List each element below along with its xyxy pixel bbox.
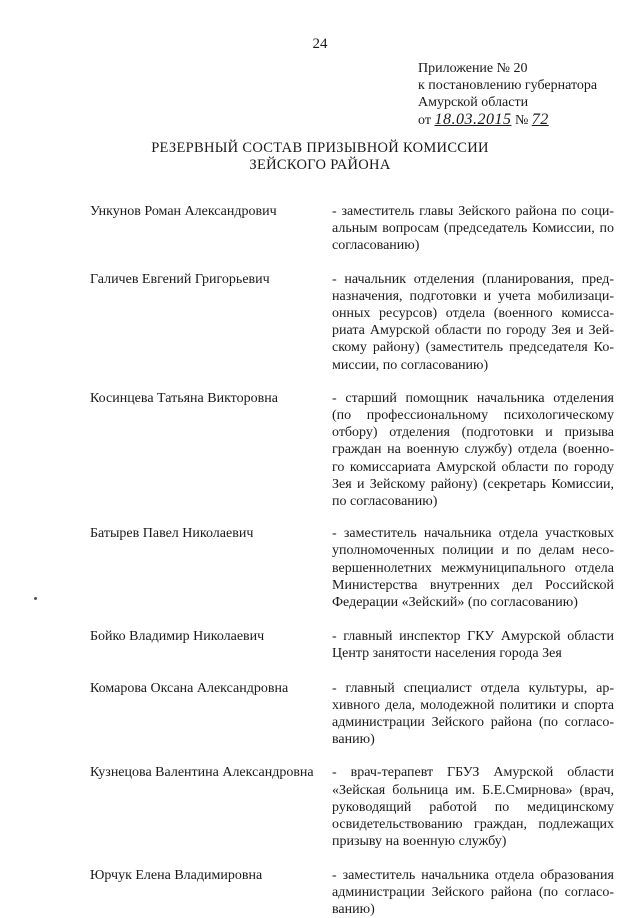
member-role-line: альным вопросам (председатель Комиссии, по xyxy=(332,220,614,237)
member-role-line: Зея и Зейскому району) (секретарь Комиссии, xyxy=(332,476,614,493)
member-role-line: миссии, по согласованию) xyxy=(332,357,614,374)
member-role-line: ванию) xyxy=(332,901,614,918)
date-prefix: от xyxy=(418,113,431,128)
appendix-header xyxy=(418,60,597,129)
handwritten-number: 72 xyxy=(532,111,549,128)
member-role-line: граждан на военную службу) отдела (военно- xyxy=(332,441,614,458)
member-role-line: - заместитель главы Зейского района по соци- xyxy=(332,203,614,220)
member-role-line: руководящий работой по медицинскому xyxy=(332,799,614,816)
appendix-line-2: к постановлению губернатора xyxy=(418,77,597,94)
member-name: Галичев Евгений Григорьевич xyxy=(90,271,332,374)
member-role-line: - заместитель начальника отдела образования xyxy=(332,867,614,884)
member-role-line: «Зейская больница им. Б.Е.Смирнова» (врач, xyxy=(332,782,614,799)
member-role-line: онных ресурсов) отдела (военного комисса- xyxy=(332,305,614,322)
member-row xyxy=(90,867,618,918)
member-role-line: Центр занятости населения города Зея xyxy=(332,645,614,662)
members-list xyxy=(90,203,618,918)
scan-speck xyxy=(34,597,37,600)
member-name: Косинцева Татьяна Викторовна xyxy=(90,390,332,510)
appendix-date-line xyxy=(418,111,597,129)
member-role-line: освидетельствованию граждан, подлежащих xyxy=(332,816,614,833)
title-line-2: ЗЕЙСКОГО РАЙОНА xyxy=(0,157,640,174)
handwritten-date: 18.03.2015 xyxy=(434,111,511,128)
member-role-line: вершеннолетних межмуниципального отдела xyxy=(332,560,614,577)
member-role-line: го комиссариата Амурской области по городу xyxy=(332,459,614,476)
page-number: 24 xyxy=(0,36,640,53)
title-line-1: РЕЗЕРВНЫЙ СОСТАВ ПРИЗЫВНОЙ КОМИССИИ xyxy=(0,140,640,157)
member-role-line: - главный специалист отдела культуры, ар- xyxy=(332,680,614,697)
member-row xyxy=(90,680,618,749)
member-role-line: - начальник отделения (планирования, пред- xyxy=(332,271,614,288)
member-role-line: - врач-терапевт ГБУЗ Амурской области xyxy=(332,764,614,781)
member-role xyxy=(332,764,614,850)
member-role-line: администрации Зейского района (по согласо- xyxy=(332,884,614,901)
member-role-line: Министерства внутренних дел Российской xyxy=(332,577,614,594)
member-role-line: - старший помощник начальника отделения xyxy=(332,390,614,407)
appendix-line-1: Приложение № 20 xyxy=(418,60,597,77)
member-role xyxy=(332,680,614,749)
member-role-line: (по профессиональному психологическому xyxy=(332,407,614,424)
member-name: Комарова Оксана Александровна xyxy=(90,680,332,749)
member-role-line: призыву на военную службу) xyxy=(332,833,614,850)
member-role-line: Федерации «Зейский» (по согласованию) xyxy=(332,594,614,611)
member-role xyxy=(332,525,614,611)
appendix-line-3: Амурской области xyxy=(418,94,597,111)
member-role xyxy=(332,867,614,918)
member-role xyxy=(332,271,614,374)
member-role xyxy=(332,628,614,662)
member-role-line: хивного дела, молодежной политики и спорта xyxy=(332,697,614,714)
member-name: Кузнецова Валентина Александровна xyxy=(90,764,332,850)
member-name: Бойко Владимир Николаевич xyxy=(90,628,332,662)
member-role-line: согласованию) xyxy=(332,237,614,254)
member-role xyxy=(332,390,614,510)
member-role-line: ванию) xyxy=(332,731,614,748)
member-name: Юрчук Елена Владимировна xyxy=(90,867,332,918)
member-role-line: скому району) (заместитель председателя Ко- xyxy=(332,339,614,356)
member-role-line: по согласованию) xyxy=(332,493,614,510)
member-row xyxy=(90,525,618,611)
member-role-line: отбору) отделения (подготовки и призыва xyxy=(332,424,614,441)
member-role-line: - главный инспектор ГКУ Амурской области xyxy=(332,628,614,645)
number-sign: № xyxy=(515,113,528,128)
member-row xyxy=(90,628,618,662)
member-row xyxy=(90,390,618,510)
member-row xyxy=(90,764,618,850)
document-title xyxy=(0,140,640,174)
member-row xyxy=(90,271,618,374)
member-role-line: уполномоченных полиции и по делам несо- xyxy=(332,542,614,559)
member-row xyxy=(90,203,618,255)
member-role-line: риата Амурской области по городу Зея и Зей- xyxy=(332,322,614,339)
member-name: Ункунов Роман Александрович xyxy=(90,203,332,255)
member-role xyxy=(332,203,614,255)
member-name: Батырев Павел Николаевич xyxy=(90,525,332,611)
member-role-line: назначения, подготовки и учета мобилизаци- xyxy=(332,288,614,305)
member-role-line: администрации Зейского района (по согласо- xyxy=(332,714,614,731)
member-role-line: - заместитель начальника отдела участковых xyxy=(332,525,614,542)
